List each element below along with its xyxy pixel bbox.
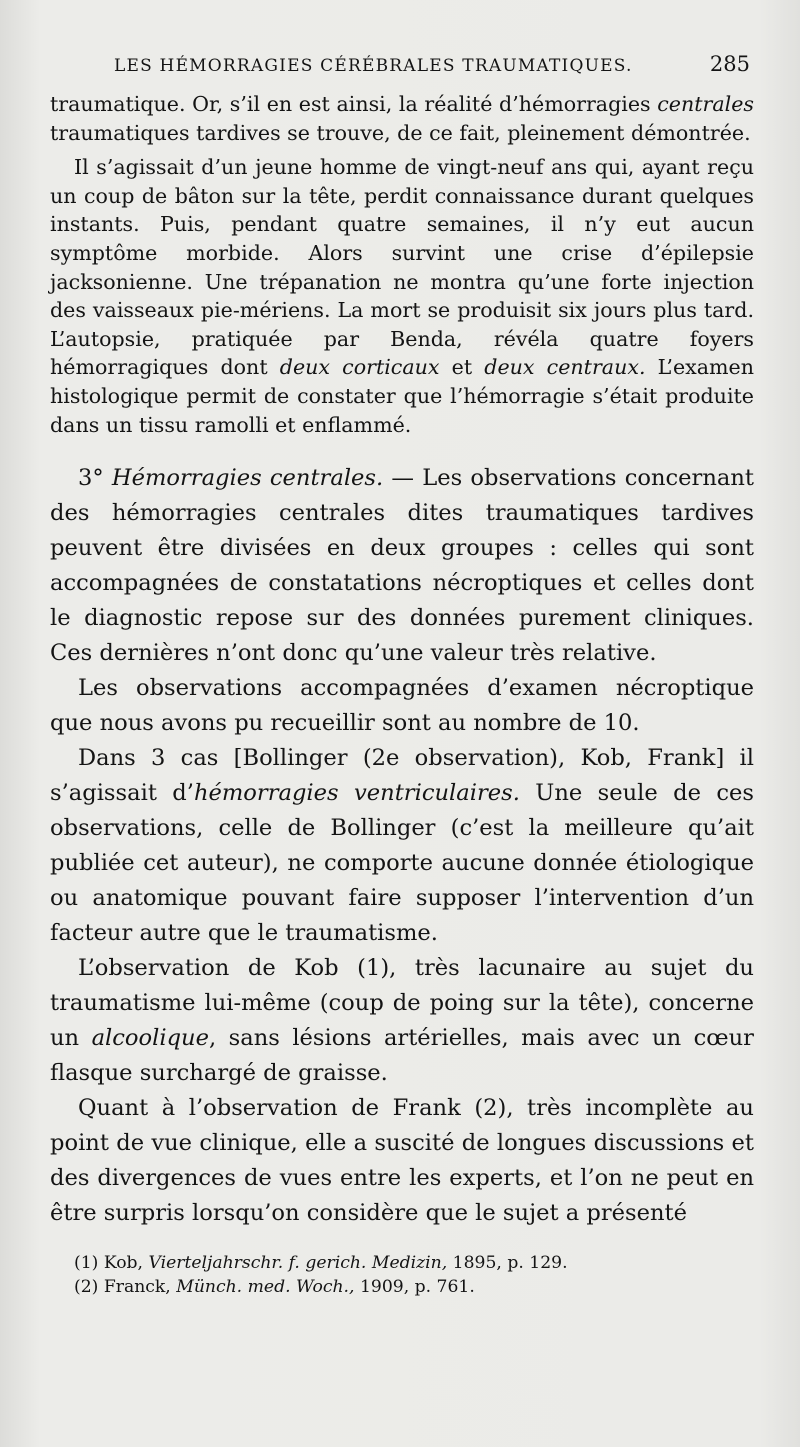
- text-run: Il s’agissait d’un jeune homme de vingt-neuf ans qui, ayant reçu un coup de bâton sur la tête, perdit connaissance durant quelques instants. Puis, pendant quatre semaines, il n’y eut aucun symptôme morbide. Alors survint une crise d’épilepsie jacksonienne. Une trépanation ne montra qu’une forte injection des vaisseaux pie-mériens. La mort se produisit six jours plus tard. L’autopsie, pratiquée par Benda, révéla quatre foyers hémorragiques dont: [50, 155, 754, 380]
- section-title: Hémorragies centrales.: [111, 465, 384, 492]
- main-text-section: [50, 461, 754, 1231]
- italic-run: deux corticaux: [279, 355, 440, 380]
- italic-run: hémorragies ventriculaires.: [193, 780, 520, 807]
- paragraph: [50, 671, 754, 741]
- text-run: , sans lésions artérielles, mais avec un cœur flasque surchargé de graisse.: [50, 1025, 754, 1087]
- footnote-marker: (1): [74, 1253, 104, 1274]
- text-run: et: [439, 355, 485, 380]
- text-run: Une seule de ces observations, celle de Bollinger (c’est la meilleure qu’ait publiée cet auteur), ne comporte aucune donnée étiologique ou anatomique pouvant faire supposer l’intervention d’un facteur autre que le traumatisme.: [50, 780, 754, 947]
- text-run: L’examen histologique permit de constater que l’hémorragie s’était produite dans un tissu ramolli et enflammé.: [50, 355, 754, 437]
- small-print-section: [50, 90, 754, 439]
- text-run: — Les observations concernant des hémorragies centrales dites traumatiques tardives peuvent être divisées en deux groupes : celles qui sont accompagnées de constatations nécroptiques et celles dont le diagnostic repose sur des données purement cliniques. Ces dernières n’ont donc qu’une valeur très relative.: [50, 465, 754, 667]
- text-run: traumatique. Or, s’il en est ainsi, la réalité d’hémorragies: [50, 92, 658, 116]
- text-run: 1909, p. 761.: [354, 1277, 475, 1298]
- section-number: 3°: [78, 465, 112, 492]
- text-run: Kob,: [103, 1253, 149, 1274]
- italic-run: Münch. med. Woch.,: [176, 1277, 355, 1298]
- page-number: 285: [709, 52, 750, 76]
- paragraph: [50, 951, 754, 1091]
- italic-run: centrales: [657, 92, 754, 116]
- italic-run: alcoolique: [91, 1025, 209, 1052]
- text-run: Quant à l’observation de Frank (2), très incomplète au point de vue clinique, elle a suscité de longues discussions et des divergences de vues entre les experts, et l’on ne peut en être surpris lorsqu’on considère que le sujet a présenté: [50, 1095, 754, 1227]
- paragraph: [50, 741, 754, 951]
- text-run: Dans 3 cas [Bollinger (2e observation), Kob, Frank] il s’agissait d’: [50, 745, 754, 807]
- paragraph: [50, 1091, 754, 1231]
- paragraph-section-heading: [50, 461, 754, 671]
- footnote-2: [74, 1275, 754, 1299]
- text-run: 1895, p. 129.: [447, 1253, 568, 1274]
- text-run: Les observations accompagnées d’examen nécroptique que nous avons pu recueillir sont au nombre de 10.: [50, 675, 754, 737]
- italic-run: deux centraux.: [484, 355, 646, 380]
- paragraph-case-report: [50, 153, 754, 439]
- italic-run: Vierteljahrschr. f. gerich. Medizin,: [148, 1253, 448, 1274]
- text-run: L’observation de Kob (1), très lacunaire au sujet du traumatisme lui-même (coup de poing sur la tête), concerne un: [50, 955, 754, 1052]
- footnote-1: [74, 1251, 754, 1275]
- footnote-marker: (2): [74, 1277, 104, 1298]
- footnotes: [50, 1251, 754, 1299]
- text-run: Franck,: [103, 1277, 177, 1298]
- text-run: traumatiques tardives se trouve, de ce fait, pleinement démontrée.: [50, 120, 751, 145]
- running-title: LES HÉMORRAGIES CÉRÉBRALES TRAUMATIQUES.: [114, 56, 633, 76]
- running-header: [50, 52, 754, 76]
- paragraph-continuation: [50, 90, 754, 147]
